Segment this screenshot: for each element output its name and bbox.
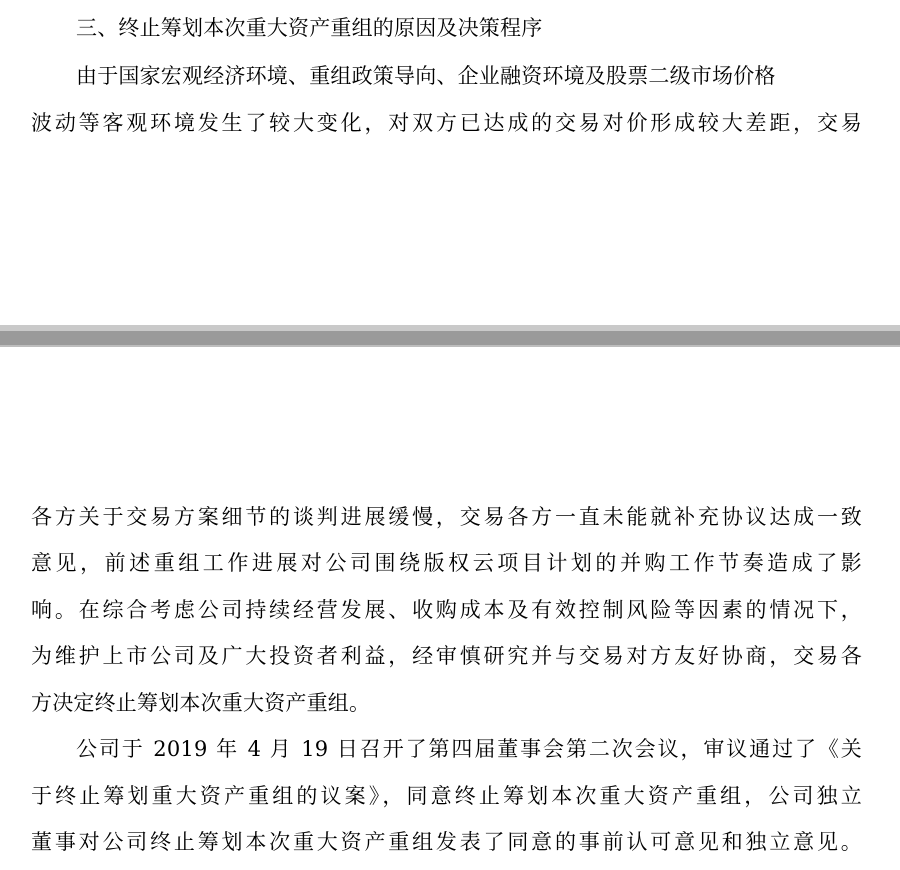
paragraph1-line2: 波动等客观环境发生了较大变化，对双方已达成的交易对价形成较大差距，交易	[31, 111, 862, 135]
paragraph2-line4: 为维护上市公司及广大投资者利益，经审慎研究并与交易对方友好协商，交易各	[31, 644, 862, 668]
paragraph2-line3: 响。在综合考虑公司持续经营发展、收购成本及有效控制风险等因素的情况下，	[31, 598, 862, 622]
paragraph3-line1: 公司于 2019 年 4 月 19 日召开了第四届董事会第二次会议，审议通过了《关	[76, 737, 862, 761]
paragraph1-line1: 由于国家宏观经济环境、重组政策导向、企业融资环境及股票二级市场价格	[76, 64, 776, 88]
paragraph2-line2: 意见，前述重组工作进展对公司围绕版权云项目计划的并购工作节奏造成了影	[31, 551, 862, 575]
section-heading: 三、终止筹划本次重大资产重组的原因及决策程序	[76, 16, 543, 40]
paragraph2-line5: 方决定终止筹划本次重大资产重组。	[31, 691, 371, 715]
paragraph2-line1: 各方关于交易方案细节的谈判进展缓慢，交易各方一直未能就补充协议达成一致	[31, 505, 862, 529]
paragraph3-line3: 董事对公司终止筹划本次重大资产重组发表了同意的事前认可意见和独立意见。	[31, 830, 862, 854]
paragraph3-line2: 于终止筹划重大资产重组的议案》，同意终止筹划本次重大资产重组，公司独立	[31, 784, 862, 808]
page-break-band-bottom	[0, 345, 900, 347]
page-break-band	[0, 331, 900, 345]
